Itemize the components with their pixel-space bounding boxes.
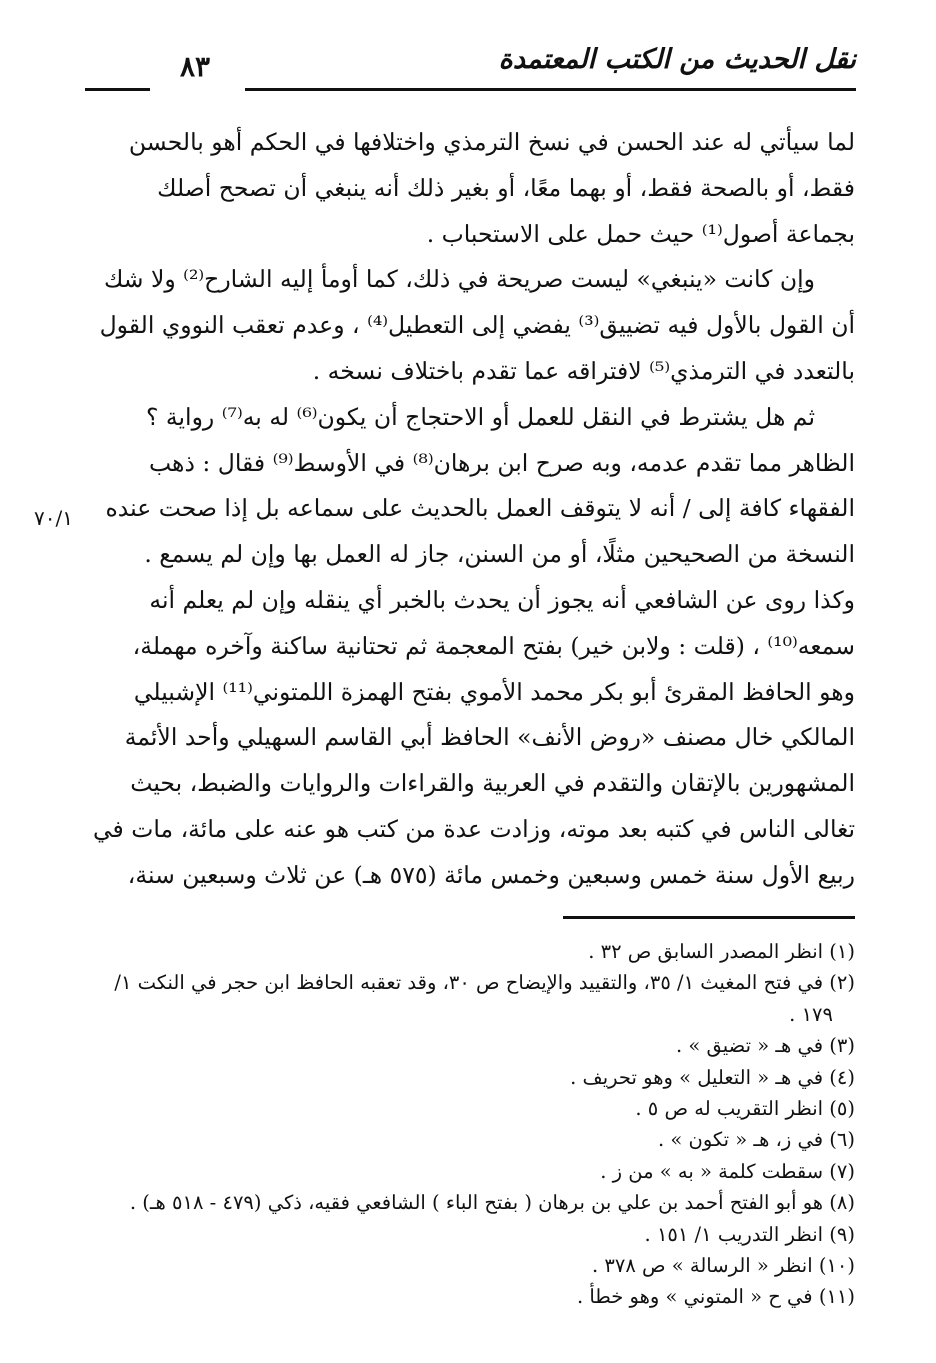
text-line: ربيع الأول سنة خمس وسبعين وخمس مائة (٥٧٥ هـ) عن ثلاث وسبعين سنة، <box>127 860 855 889</box>
footnote: (٣) في هـ « تضيق » . <box>675 1034 855 1058</box>
main-text <box>85 120 855 899</box>
footnote-continuation: ١٧٩ . <box>789 1002 833 1026</box>
text-line: وكذا روى عن الشافعي أنه يجوز أن يحدث بالخبر أي ينقله وإن لم يعلم أنه <box>149 585 855 614</box>
text-line: أن القول بالأول فيه تضييق⁽³⁾ يفضي إلى التعطيل⁽⁴⁾ ، وعدم تعقب النووي القول <box>99 311 855 340</box>
header-rule <box>245 88 856 91</box>
footnote: (١١) في ح « المتوني » وهو خطأ . <box>576 1285 855 1309</box>
footnote: (٥) انظر التقريب له ص ٥ . <box>635 1097 855 1121</box>
header-rule-short <box>85 88 150 91</box>
text-line: وإن كانت «ينبغي» ليست صريحة في ذلك، كما أومأ إليه الشارح⁽²⁾ ولا شك <box>104 265 815 294</box>
text-line: وهو الحافظ المقرئ أبو بكر محمد الأموي بفتح الهمزة اللمتوني⁽¹¹⁾ الإشبيلي <box>133 677 855 706</box>
footnotes <box>85 936 855 1313</box>
page-header <box>85 44 856 94</box>
text-line: لما سيأتي له عند الحسن في نسخ الترمذي واختلافها في الحكم أهو بالحسن <box>128 128 855 156</box>
footnote: (١٠) انظر « الرسالة » ص ٣٧٨ . <box>591 1254 855 1278</box>
text-line: الفقهاء كافة إلى / أنه لا يتوقف العمل بالحديث على سماعه بل إذا صحت عنده <box>105 494 855 523</box>
footnote: (٩) انظر التدريب ١/ ١٥١ . <box>644 1222 855 1246</box>
text-line: النسخة من الصحيحين مثلًا، أو من السنن، جاز له العمل بها وإن لم يسمع . <box>144 540 855 569</box>
text-line: المالكي خال مصنف «روض الأنف» الحافظ أبي القاسم السهيلي وأحد الأئمة <box>124 723 855 752</box>
footnote: (٢) في فتح المغيث ١/ ٣٥، والتقييد والإيضاح ص ٣٠، وقد تعقبه الحافظ ابن حجر في النكت ١/ <box>114 971 855 995</box>
text-line: بالتعدد في الترمذي⁽⁵⁾ لافتراقه عما تقدم باختلاف نسخه . <box>312 356 855 385</box>
footnote: (٦) في ز، هـ « تكون » . <box>657 1128 855 1152</box>
footnote: (٨) هو أبو الفتح أحمد بن علي بن برهان ( بفتح الباء ) الشافعي فقيه، ذكي (٤٧٩ - ٥١٨ هـ) . <box>129 1191 855 1215</box>
footnote-separator <box>563 916 855 919</box>
text-line: فقط، أو بالصحة فقط، أو بهما معًا، أو بغير ذلك أنه ينبغي أن تصحح أصلك <box>157 173 855 202</box>
text-line: الظاهر مما تقدم عدمه، وبه صرح ابن برهان⁽⁸⁾ في الأوسط⁽⁹⁾ فقال : ذهب <box>148 448 855 477</box>
footnote: (٤) في هـ « التعليل » وهو تحريف . <box>570 1065 855 1089</box>
manuscript-folio-marker: ٧٠/١ <box>34 506 73 530</box>
text-line: المشهورين بالإتقان والتقدم في العربية والقراءات والروايات والضبط، بحيث <box>130 769 855 798</box>
running-title: نقل الحديث من الكتب المعتمدة <box>498 44 856 75</box>
text-line: سمعه⁽¹⁰⁾ ، (قلت : ولابن خير) بفتح المعجمة ثم تحتانية ساكنة وآخره مهملة، <box>132 631 855 660</box>
page-number: ٨٣ <box>180 50 211 83</box>
footnote: (١) انظر المصدر السابق ص ٣٢ . <box>588 940 855 963</box>
text-line: تغالى الناس في كتبه بعد موته، وزادت عدة من كتب هو عنه على مائة، مات في <box>92 814 855 843</box>
footnote: (٧) سقطت كلمة « به » من ز . <box>600 1159 855 1183</box>
text-line: بجماعة أصول⁽¹⁾ حيث حمل على الاستحباب . <box>426 219 855 248</box>
text-line: ثم هل يشترط في النقل للعمل أو الاحتجاج أن يكون⁽⁶⁾ له به⁽⁷⁾ رواية ؟ <box>145 402 815 431</box>
